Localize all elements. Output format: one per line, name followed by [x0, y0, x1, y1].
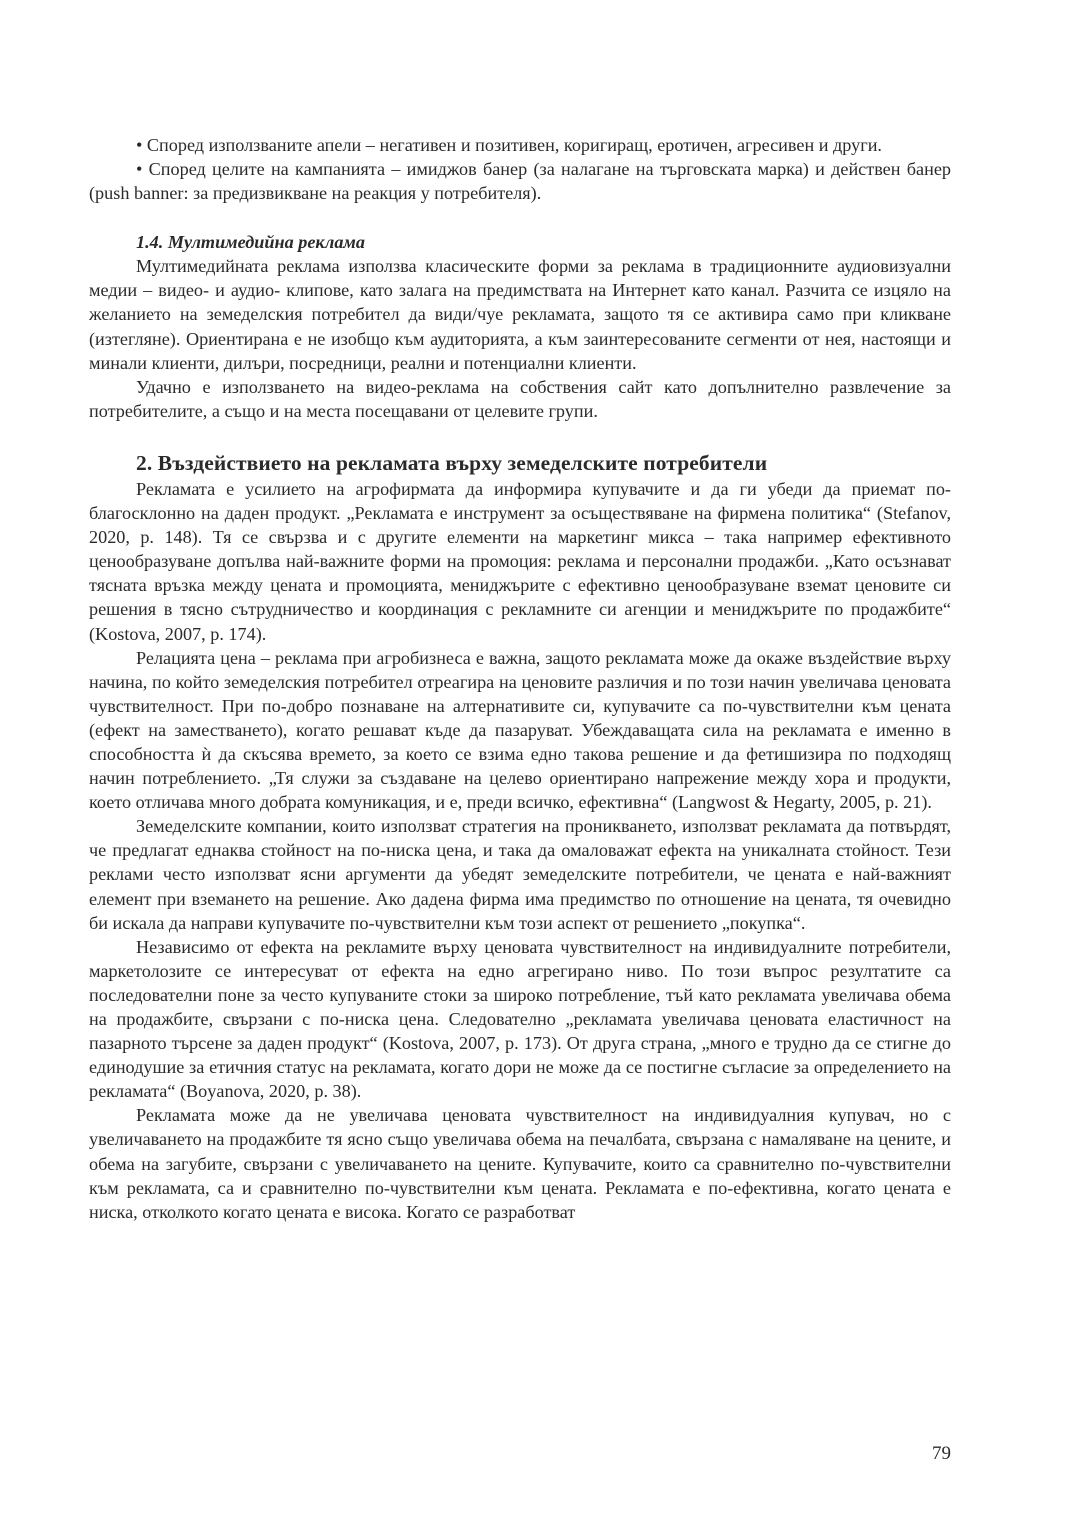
- section-2-paragraph: Независимо от ефекта на рекламите върху ценовата чувствителност на индивидуалните потребители, маркетолозите се интересуват от ефекта на едно агрегирано ниво. По този въпрос резултатите са последователни поне за често купуваните стоки за широко потребление, тъй като рекламата увеличава обема на продажбите, свързани с по-ниска цена. Следователно „рекламата увеличава ценовата еластичност на пазарното търсене за даден продукт“ (Kostova, 2007, p. 173). От друга страна, „много е трудно да се стигне до единодушие за етичния статус на рекламата, когато дори не може да се постигне съгласие за определението на рекламата“ (Boyanova, 2020, p. 38).: [89, 936, 951, 1102]
- page-number: 79: [932, 1443, 951, 1464]
- section-2-paragraph: Земеделските компании, които използват стратегия на проникването, използват рекламата да потвърдят, че предлагат еднаква стойност на по-ниска цена, и така да омаловажат ефекта на уникалната стойност. Тези реклами често използват ясни аргументи да убедят земеделските потребители, че цената е най-важният елемент при вземането на решение. Ако дадена фирма има предимство по отношение на цената, тя очевидно би искала да направи купувачите по-чувствителни към този аспект от решението „покупка“.: [89, 816, 951, 933]
- section-2-heading: 2. Въздействието на рекламата върху земеделските потребители: [136, 450, 768, 475]
- section-spacer: [89, 205, 951, 230]
- section-1-4-paragraph: Удачно е използването на видео-реклама на собствения сайт като допълнително развлечение за потребителите, а също и на места посещавани от целевите групи.: [89, 376, 951, 421]
- section-1-4-heading: 1.4. Мултимедийна реклама: [136, 232, 365, 253]
- document-page: [89, 133, 951, 1224]
- bullet-paragraph-campaign-goals: • Според целите на кампанията – имиджов банер (за налагане на търговската марка) и действен банер (push banner: за предизвикване на реакция у потребителя).: [89, 159, 951, 204]
- section-spacer: [89, 423, 951, 449]
- bullet-paragraph-appeals: • Според използваните апели – негативен и позитивен, коригиращ, еротичен, агресивен и други.: [136, 135, 882, 155]
- section-2-paragraph: Релацията цена – реклама при агробизнеса е важна, защото рекламата може да окаже въздействие върху начина, по който земеделския потребител отреагира на ценовите различия и по този начин увеличава ценовата чувствителност. При по-добро познаване на алтернативите си, купувачите са по-чувствителни към цената (ефект на заместването), когато решават къде да пазаруват. Убеждаващата сила на рекламата е именно в способността ѝ да скъсява времето, за което се взима едно такова решение и да фетишизира по подходящ начин потреблението. „Тя служи за създаване на целево ориентирано напрежение между хора и продукти, което отличава много добрата комуникация, и е, преди всичко, ефективна“ (Langwost & Hegarty, 2005, p. 21).: [89, 647, 951, 813]
- section-1-4-paragraph: Мултимедийната реклама използва класическите форми за реклама в традиционните аудиовизуални медии – видео- и аудио- клипове, като залага на предимствата на Интернет като канал. Разчита се изцяло на желанието на земеделския потребител да види/чуе рекламата, защото тя се активира само при кликване (изтегляне). Ориентирана е не изобщо към аудиторията, а към заинтересованите сегменти от нея, настоящи и минали клиенти, дилъри, посредници, реални и потенциални клиенти.: [89, 256, 951, 373]
- section-2-paragraph: Рекламата може да не увеличава ценовата чувствителност на индивидуалния купувач, но с увеличаването на продажбите тя ясно също увеличава обема на печалбата, свързана с намаляване на цените, и обема на загубите, свързани с увеличаването на цените. Купувачите, които са сравнително по-чувствителни към рекламата, са и сравнително по-чувствителни към цената. Рекламата е по-ефективна, когато цената е ниска, отколкото когато цената е висока. Когато се разработват: [89, 1105, 951, 1222]
- section-2-paragraph: Рекламата е усилието на агрофирмата да информира купувачите и да ги убеди да приемат по-благосклонно на даден продукт. „Рекламата е инструмент за осъществяване на фирмена политика“ (Stefanov, 2020, p. 148). Тя се свързва и с другите елементи на маркетинг микса – така например ефективното ценообразуване допълва най-важните форми на промоция: реклама и персонални продажби. „Като осъзнават тясната връзка между цената и промоцията, мениджърите с ефективно ценообразуване вземат ценовите си решения в тясно сътрудничество и координация с рекламните си агенции и мениджърите по продажбите“ (Kostova, 2007, p. 174).: [89, 478, 951, 644]
